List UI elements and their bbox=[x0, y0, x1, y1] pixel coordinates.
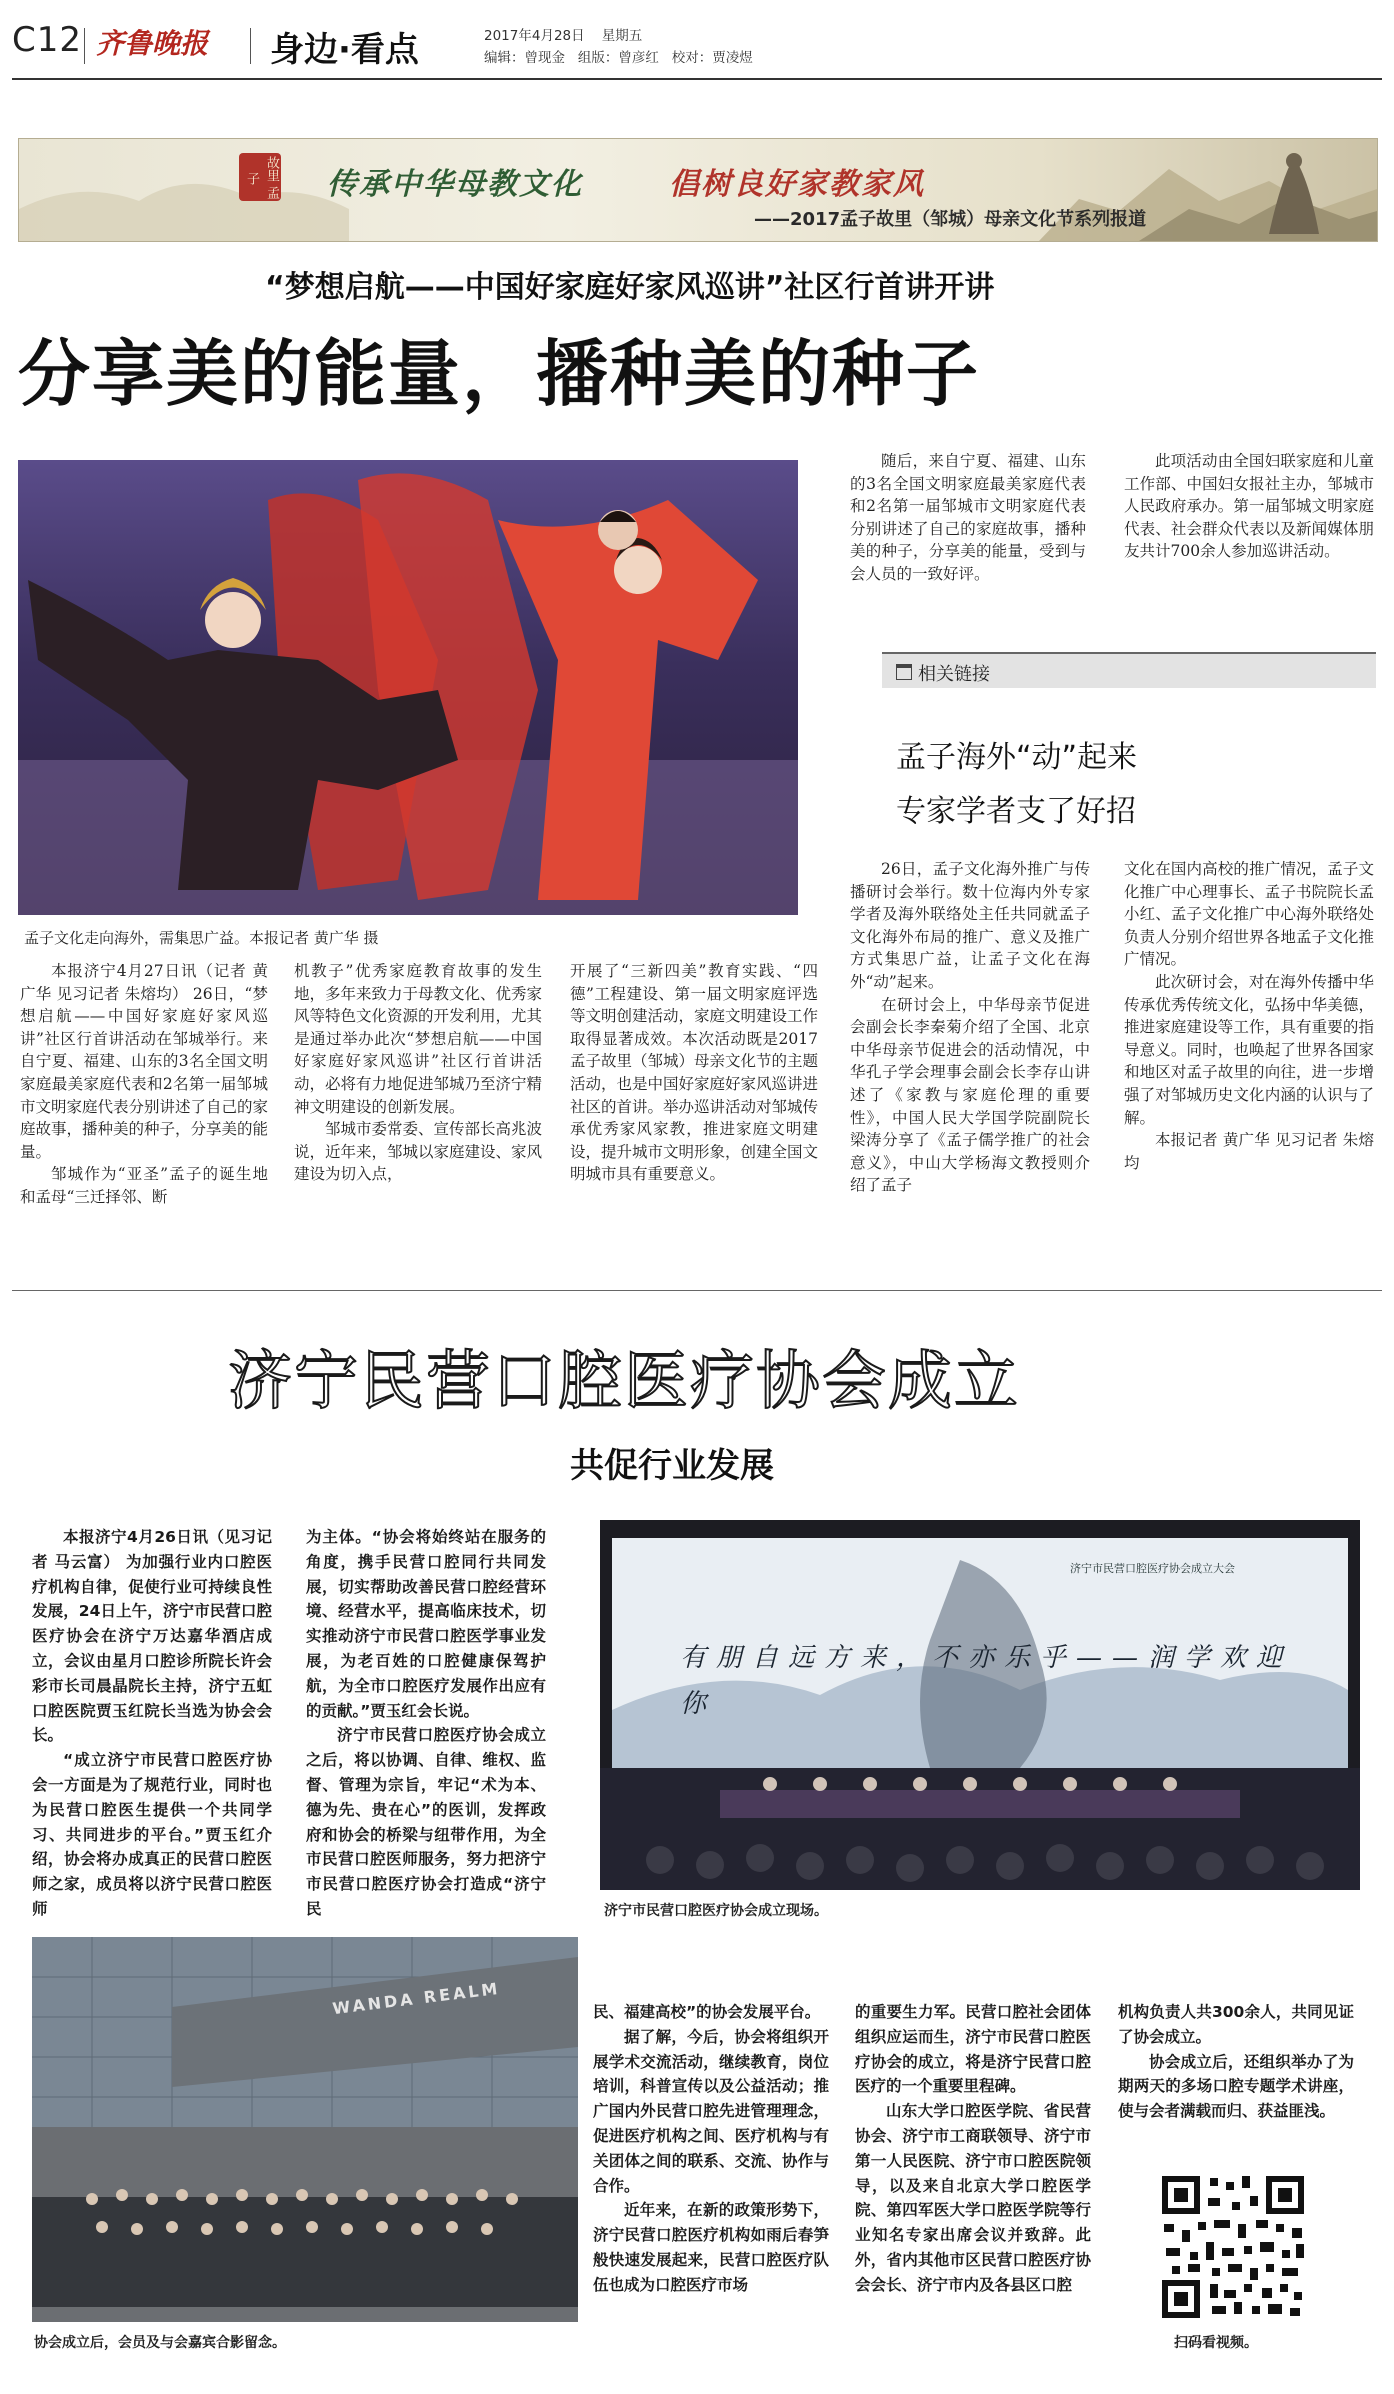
related-link-label: 相关链接 bbox=[918, 664, 990, 685]
story2-para-9: 山东大学口腔医学院、省民营协会、济宁市工商联领导、济宁市第一人民医院、济宁市口腔医院领导，以及来自北京大学口腔医学院、第四军医大学口腔医学院等行业知名专家出席会议并致辞。此外，省内其他市区民营口腔医疗协会会长、济宁市内及各县区口腔 bbox=[855, 2102, 1091, 2294]
newspaper-logo: 齐鲁晚报 bbox=[96, 27, 209, 60]
link-icon bbox=[896, 664, 912, 680]
story1-para-7: 此项活动由全国妇联家庭和儿童工作部、中国妇女报社主办，邹城市人民政府承办。第一届邹城文明家庭代表、社会群众代表以及新闻媒体朋友共计700余人参加巡讲活动。 bbox=[1124, 452, 1374, 561]
qr-caption: 扫码看视频。 bbox=[1174, 2335, 1258, 2351]
banner-slogan-2: 倡树良好家教家风 bbox=[669, 167, 925, 202]
story1-kicker: “梦想启航——中国好家庭好家风巡讲”社区行首讲开讲 bbox=[265, 270, 995, 305]
story2-para-4: 济宁市民营口腔医疗协会成立之后，将以协调、自律、维权、监督、管理为宗旨，牢记“术为本、德为先、贵在心”的医训，发挥政府和协会的桥梁与纽带作用，为全市民营口腔医师服务，努力把济宁市民营口腔医疗协会打造成“济宁民 bbox=[306, 1726, 546, 1918]
group-photo-caption: 协会成立后，会员及与会嘉宾合影留念。 bbox=[34, 2335, 286, 2351]
story1-right-column-1 bbox=[850, 450, 1086, 586]
date-text: 2017年4月28日 bbox=[484, 28, 585, 44]
section-title: 身边·看点 bbox=[270, 30, 419, 70]
story2-para-5: 民、福建高校”的协会发展平台。 bbox=[593, 2003, 821, 2021]
story1-column-1 bbox=[20, 960, 268, 1209]
masthead-rule bbox=[12, 78, 1382, 80]
story2-para-11: 协会成立后，还组织举办了为期两天的多场口腔专题学术讲座，使与会者满载而归、获益匪浅。 bbox=[1118, 2052, 1354, 2121]
meeting-hall-photo bbox=[600, 1520, 1360, 1890]
stage-calligraphy: 有朋自远方来，不亦乐乎——润学欢迎你 bbox=[680, 1643, 1293, 1719]
story2-subhead: 共促行业发展 bbox=[570, 1446, 774, 1486]
story2-column-5 bbox=[1118, 2000, 1354, 2124]
story2-column-1 bbox=[32, 1525, 272, 1922]
banner-subtitle: ——2017孟子故里（邹城）母亲文化节系列报道 bbox=[754, 209, 1147, 230]
related-para-3: 文化在国内高校的推广情况，孟子文化推广中心理事长、孟子书院院长孟小红、孟子文化推广中心海外联络处负责人分别介绍世界各地孟子文化推广情况。 bbox=[1124, 860, 1374, 969]
story1-right-column-2 bbox=[1124, 450, 1374, 563]
related-title-line-2: 专家学者支了好招 bbox=[896, 794, 1136, 829]
editor-credits: 编辑：曾现金 组版：曾彦红 校对：贾凌煜 bbox=[484, 50, 753, 66]
story2-para-10: 机构负责人共300余人，共同见证了协会成立。 bbox=[1118, 2003, 1354, 2046]
story1-para-1: 本报济宁4月27日讯（记者 黄广华 见习记者 朱熔均） 26日，“梦想启航——中国好家庭好家风巡讲”社区行首讲活动在邹城举行。来自宁夏、福建、山东的3名全国文明家庭最美家庭代表和2名第一届邹城市文明家庭代表分别讲述了自己的家庭故事，播种美的种子，分享美的能量。 bbox=[20, 962, 269, 1161]
story2-column-2 bbox=[306, 1525, 546, 1922]
related-byline: 本报记者 黄广华 见习记者 朱熔均 bbox=[1124, 1131, 1374, 1172]
page-number: C12 bbox=[12, 20, 83, 60]
story1-para-2: 邹城作为“亚圣”孟子的诞生地和孟母“三迁择邻、断 bbox=[20, 1165, 268, 1206]
culture-festival-banner bbox=[18, 138, 1378, 242]
video-qr-code[interactable] bbox=[1158, 2172, 1308, 2322]
hotel-sign: WANDA REALM bbox=[331, 1978, 502, 2019]
story1-para-6: 随后，来自宁夏、福建、山东的3名全国文明家庭最美家庭代表和2名第一届邹城市文明家庭代表分别讲述了自己的家庭故事，播种美的种子，分享美的能量，受到与会人员的一致好评。 bbox=[850, 452, 1086, 583]
story2-para-7: 近年来，在新的政策形势下，济宁民营口腔医疗机构如雨后春笋般快速发展起来，民营口腔医疗队伍也成为口腔医疗市场 bbox=[593, 2201, 829, 2294]
story2-para-8: 的重要生力军。民营口腔社会团体组织应运而生，济宁市民营口腔医疗协会的成立，将是济宁民营口腔医疗的一个重要里程碑。 bbox=[855, 2003, 1091, 2096]
group-photo bbox=[32, 1937, 578, 2322]
story1-para-5: 开展了“三新四美”教育实践、“四德”工程建设、第一届文明家庭评选等文明创建活动，家庭文明建设工作取得显著成效。本次活动既是2017孟子故里（邹城）母亲文化节的主题活动，也是中国好家庭好家风巡讲进社区的首讲。举办巡讲活动对邹城传承优秀家风家教，推进家庭文明建设，提升城市文明形象，创建全国文明城市具有重要意义。 bbox=[570, 962, 819, 1184]
seal-stamp: 故里 孟子 bbox=[239, 153, 281, 201]
story1-column-2 bbox=[294, 960, 542, 1186]
performance-illustration bbox=[18, 460, 798, 915]
banner-slogan-1: 传承中华母教文化 bbox=[327, 167, 583, 202]
issue-date bbox=[484, 24, 642, 44]
related-column-a bbox=[850, 858, 1090, 1197]
story1-para-4: 邹城市委常委、宣传部长高兆波说，近年来，邹城以家庭建设、家风建设为切入点， bbox=[294, 1120, 543, 1184]
meeting-photo-caption: 济宁市民营口腔医疗协会成立现场。 bbox=[604, 1903, 828, 1919]
story2-column-3 bbox=[593, 2000, 829, 2298]
related-para-1: 26日，孟子文化海外推广与传播研讨会举行。数十位海内外专家学者及海外联络处主任共同就孟子文化海外布局的推广、意义及推广方式集思广益，让孟子文化在海外“动”起来。 bbox=[850, 860, 1090, 991]
qr-code-pattern bbox=[1158, 2172, 1308, 2322]
related-para-4: 此次研讨会，对在海外传播中华传承优秀传统文化，弘扬中华美德，推进家庭建设等工作，具有重要的指导意义。同时，也唤起了世界各国家和地区对孟子故里的向往，进一步增强了对邹城历史文化内涵的认识与了解。 bbox=[1124, 972, 1374, 1127]
story2-para-6: 据了解，今后，协会将组织开展学术交流活动，继续教育，岗位培训，科普宣传以及公益活动；推广国内外民营口腔先进管理理念，促进医疗机构之间、医疗机构与有关团体之间的联系、交流、协作与合作。 bbox=[593, 2027, 829, 2195]
dance-performance-photo bbox=[18, 460, 798, 915]
story2-para-2: “成立济宁市民营口腔医疗协会一方面是为了规范行业，同时也为民营口腔医生提供一个共同学习、共同进步的平台。”贾玉红介绍，协会将办成真正的民营口腔医师之家，成员将以济宁民营口腔医师 bbox=[32, 1751, 272, 1918]
story2-para-3: 为主体。“协会将始终站在服务的角度，携手民营口腔同行共同发展，切实帮助改善民营口腔经营环境、经营水平，提高临床技术，切实推动济宁市民营口腔医学事业发展，为老百姓的口腔健康保驾护航，为全市口腔医疗发展作出应有的贡献。”贾玉红会长说。 bbox=[306, 1528, 546, 1720]
story2-para-1: 本报济宁4月26日讯（见习记者 马云富） 为加强行业内口腔医疗机构自律，促使行业可持续良性发展，24日上午，济宁市民营口腔医疗协会在济宁万达嘉华酒店成立，会议由星月口腔诊所院长许会彩市长司晨晶院长主持，济宁五虹口腔医院贾玉红院长当选为协会会长。 bbox=[32, 1528, 272, 1745]
story1-column-3 bbox=[570, 960, 818, 1186]
story2-column-4 bbox=[855, 2000, 1091, 2298]
related-column-b bbox=[1124, 858, 1374, 1174]
story1-headline: 分享美的能量，播种美的种子 bbox=[18, 332, 981, 416]
weekday-text: 星期五 bbox=[601, 28, 643, 44]
dance-photo-caption: 孟子文化走向海外，需集思广益。本报记者 黄广华 摄 bbox=[24, 929, 379, 947]
section-divider bbox=[12, 1290, 1382, 1291]
stage-screen-title: 济宁市民营口腔医疗协会成立大会 bbox=[1070, 1562, 1235, 1575]
related-title-line-1: 孟子海外“动”起来 bbox=[896, 740, 1138, 775]
story1-para-3: 机教子”优秀家庭教育故事的发生地，多年来致力于母教文化、优秀家风等特色文化资源的开发利用，尤其是通过举办此次“梦想启航——中国好家庭好家风巡讲”社区行首讲活动，必将有力地促进邹城乃至济宁精神文明建设的创新发展。 bbox=[294, 962, 543, 1116]
story2-headline: 济宁民营口腔医疗协会成立 bbox=[228, 1345, 1020, 1419]
related-para-2: 在研讨会上，中华母亲节促进会副会长李秦菊介绍了全国、北京中华母亲节促进会的活动情况，中华孔子学会理事会副会长李存山讲述了《家教与家庭伦理的重要性》，中国人民大学国学院副院长梁涛分享了《孟子儒学推广的社会意义》，中山大学杨海文教授则介绍了孟子 bbox=[850, 995, 1090, 1195]
related-link-header bbox=[882, 652, 1376, 688]
